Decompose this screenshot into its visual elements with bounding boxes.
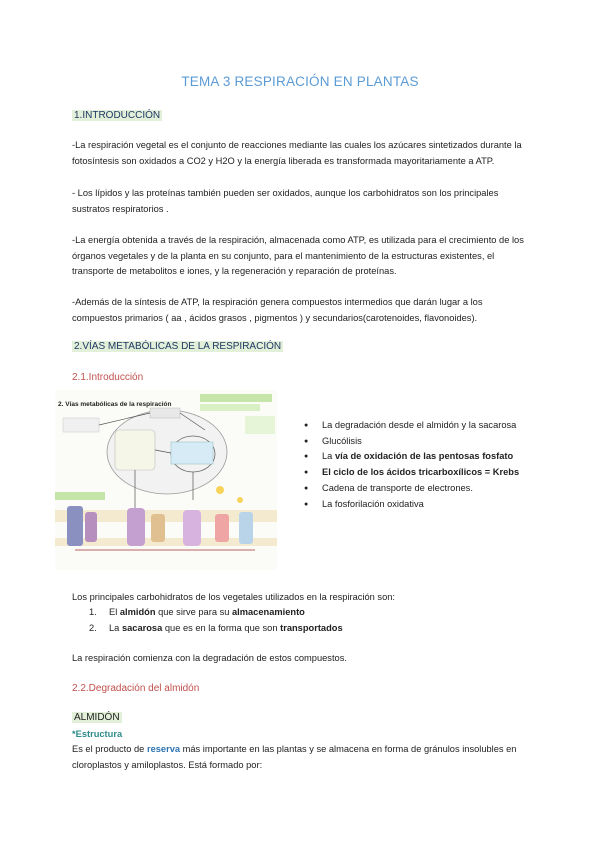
figure-protein-complex [239, 512, 253, 544]
figure-molecule [237, 497, 243, 503]
paragraph-2: - Los lípidos y las proteínas también pueden ser oxidados, aunque los carbohidratos son los principales sustratos respiratorios . [72, 188, 499, 214]
pathways-list [304, 418, 519, 512]
figure-label-box [200, 404, 260, 411]
respiration-begins: La respiración comienza con la degradación de estos compuestos. [72, 653, 347, 663]
figure-protein-complex [127, 508, 145, 546]
estructura-label: *Estructura [72, 729, 123, 739]
figure-label-box [200, 394, 272, 402]
almidon-heading: ALMIDÓN [74, 712, 120, 723]
list-item: ● La degradación desde el almidón y la sacarosa [304, 418, 519, 434]
list-item: ● La vía de oxidación de las pentosas fosfato [304, 449, 519, 465]
figure-protein-complex [85, 512, 97, 542]
figure-title: 2. Vías metabólicas de la respiración [58, 401, 172, 408]
figure-organelle [115, 430, 155, 470]
list-item: 1. El almidón que sirve para su almacenamiento [89, 607, 305, 617]
metabolic-pathways-figure [55, 390, 277, 570]
figure-protein-complex [183, 510, 201, 546]
figure-block [63, 418, 99, 432]
paragraph-4: -Además de la síntesis de ATP, la respiración genera compuestos intermedios que darán lugar a los compuestos primarios ( aa , ácidos grasos , pigmentos ) y secundarios(carotenoides, flavonoides). [72, 297, 483, 323]
figure-protein-complex [67, 506, 83, 546]
paragraph-3: -La energía obtenida a través de la respiración, almacenada como ATP, es utilizada para el crecimiento de los órganos vegetales y de la planta en su conjunto, para el mantenimiento de la estructuras existentes, el transporte de metabolitos e iones, y la regeneración y reparación de proteínas. [72, 235, 524, 276]
page-title: TEMA 3 RESPIRACIÓN EN PLANTAS [181, 74, 419, 89]
subheading-2-1: 2.1.Introducción [72, 372, 144, 383]
figure-cycle-box [171, 442, 213, 464]
list-item: ● La fosforilación oxidativa [304, 497, 519, 513]
section-heading-introduccion: 1.INTRODUCCIÓN [74, 110, 161, 121]
section-heading-vias: 2.VÍAS METABÓLICAS DE LA RESPIRACIÓN [74, 341, 282, 352]
carbs-list [89, 604, 343, 636]
figure-protein-complex [151, 514, 165, 542]
figure-protein-complex [215, 514, 229, 542]
figure-molecule [216, 486, 224, 494]
list-item: ● El ciclo de los ácidos tricarboxílicos = Krebs [304, 465, 519, 481]
subheading-2-2: 2.2.Degradación del almidón [72, 683, 200, 694]
figure-label-box [55, 492, 105, 500]
carbs-intro: Los principales carbohidratos de los vegetales utilizados en la respiración son: [72, 592, 395, 602]
paragraph-1: -La respiración vegetal es el conjunto de reacciones mediante las cuales los azúcares sintetizados durante la fotosíntesis son oxidados a CO2 y H2O y la energía liberada es transformada mayoritariamente a ATP. [72, 140, 522, 166]
list-item: 2. La sacarosa que es en la forma que son transportados [89, 623, 343, 633]
almidon-paragraph: Es el producto de reserva más importante en las plantas y se almacena en forma de gránulos insolubles en cloroplastos y amiloplastos. Está formado por: [72, 744, 517, 770]
figure-block [150, 408, 180, 418]
list-item: ● Cadena de transporte de electrones. [304, 481, 519, 497]
figure-label-box [245, 416, 275, 434]
list-item: ● Glucólisis [304, 434, 519, 450]
